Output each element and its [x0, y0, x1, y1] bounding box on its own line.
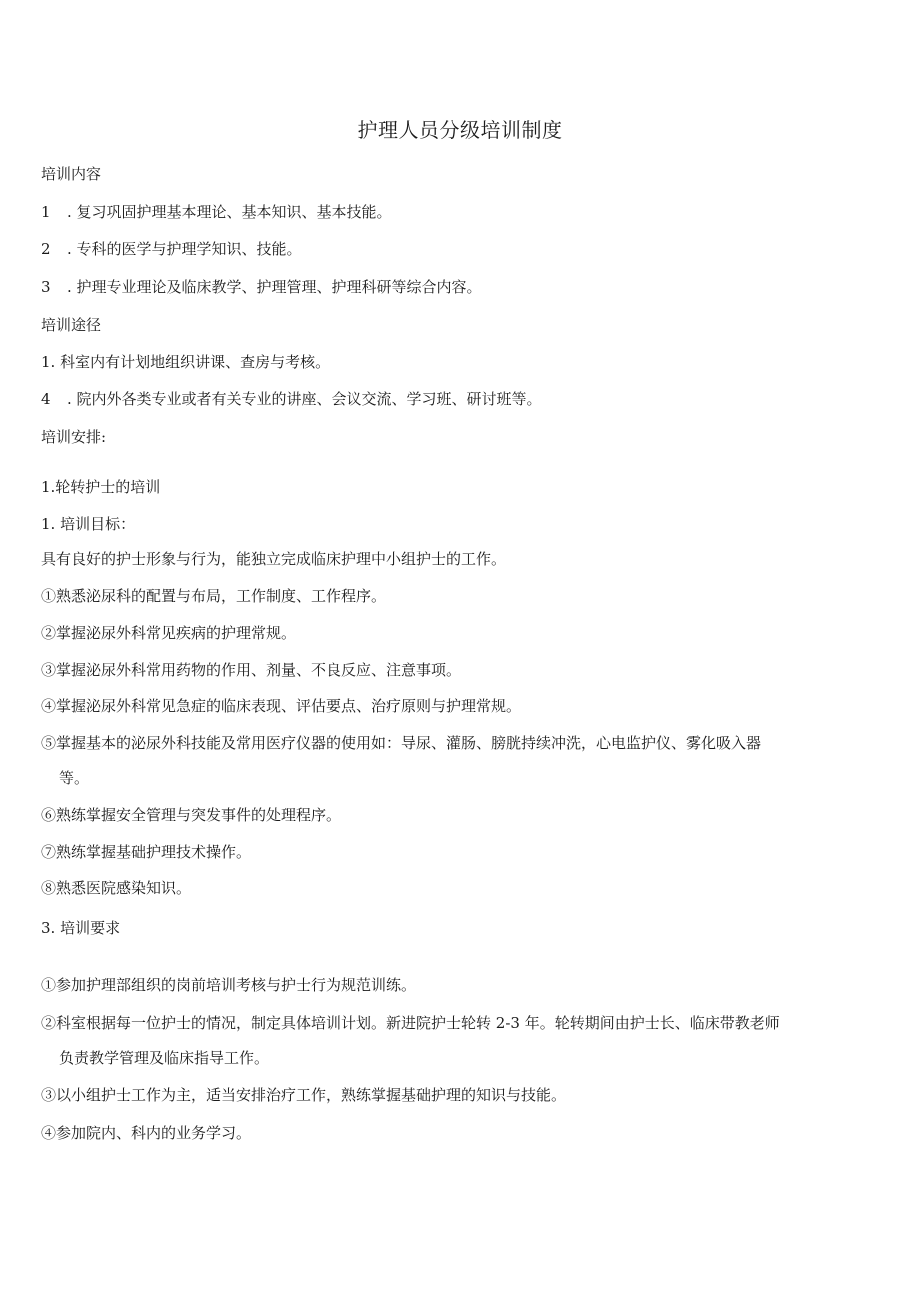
rotation-heading: 1.轮转护士的培训	[41, 478, 161, 496]
goal-item-7: ⑦熟练掌握基础护理技术操作。	[41, 843, 252, 861]
section-heading-route: 培训途径	[41, 316, 102, 334]
goal-item-1: ①熟悉泌尿科的配置与布局，工作制度、工作程序。	[41, 587, 387, 605]
req-item-1: ①参加护理部组织的岗前培训考核与护士行为规范训练。	[41, 976, 417, 994]
content-item-2	[41, 239, 881, 259]
item-text: . 护理专业理论及临床教学、护理管理、护理科研等综合内容。	[67, 278, 482, 296]
route-item-1	[41, 352, 881, 372]
goal-item-5: ⑤掌握基本的泌尿外科技能及常用医疗仪器的使用如：导尿、灌肠、膀胱持续冲洗，心电监护仪、雾化吸入器	[41, 734, 762, 752]
item-text: . 专科的医学与护理学知识、技能。	[67, 240, 302, 258]
req-item-3: ③以小组护士工作为主，适当安排治疗工作，熟练掌握基础护理的知识与技能。	[41, 1086, 567, 1104]
req-item-2-continued: 负责教学管理及临床指导工作。	[59, 1049, 270, 1067]
goal-item-4: ④掌握泌尿外科常见急症的临床表现、评估要点、治疗原则与护理常规。	[41, 697, 522, 715]
req-item-4: ④参加院内、科内的业务学习。	[41, 1124, 252, 1142]
goal-item-8: ⑧熟悉医院感染知识。	[41, 879, 192, 897]
item-number: 1	[41, 203, 51, 221]
section-heading-arrange: 培训安排:	[41, 428, 107, 446]
requirements-heading: 3. 培训要求	[41, 919, 121, 937]
content-item-1	[41, 202, 881, 222]
item-text: . 复习巩固护理基本理论、基本知识、基本技能。	[67, 203, 392, 221]
item-number: 4	[41, 390, 51, 408]
goal-item-3: ③掌握泌尿外科常用药物的作用、剂量、不良反应、注意事项。	[41, 661, 462, 679]
document-title: 护理人员分级培训制度	[357, 118, 563, 142]
item-number: 3	[41, 278, 51, 296]
goal-intro: 具有良好的护士形象与行为，能独立完成临床护理中小组护士的工作。	[41, 550, 507, 568]
route-item-2	[41, 389, 881, 409]
item-text: 1. 科室内有计划地组织讲课、查房与考核。	[41, 353, 331, 371]
item-number: 2	[41, 240, 51, 258]
item-text: . 院内外各类专业或者有关专业的讲座、会议交流、学习班、研讨班等。	[67, 390, 542, 408]
goal-heading: 1. 培训目标：	[41, 515, 136, 533]
goal-item-5-continued: 等。	[59, 769, 90, 787]
section-heading-content: 培训内容	[41, 165, 102, 183]
req-item-2: ②科室根据每一位护士的情况，制定具体培训计划。新进院护士轮转 2-3 年。轮转期间由护士长、临床带教老师	[41, 1014, 780, 1032]
goal-item-2: ②掌握泌尿外科常见疾病的护理常规。	[41, 624, 297, 642]
content-item-3	[41, 277, 881, 297]
goal-item-6: ⑥熟练掌握安全管理与突发事件的处理程序。	[41, 806, 342, 824]
